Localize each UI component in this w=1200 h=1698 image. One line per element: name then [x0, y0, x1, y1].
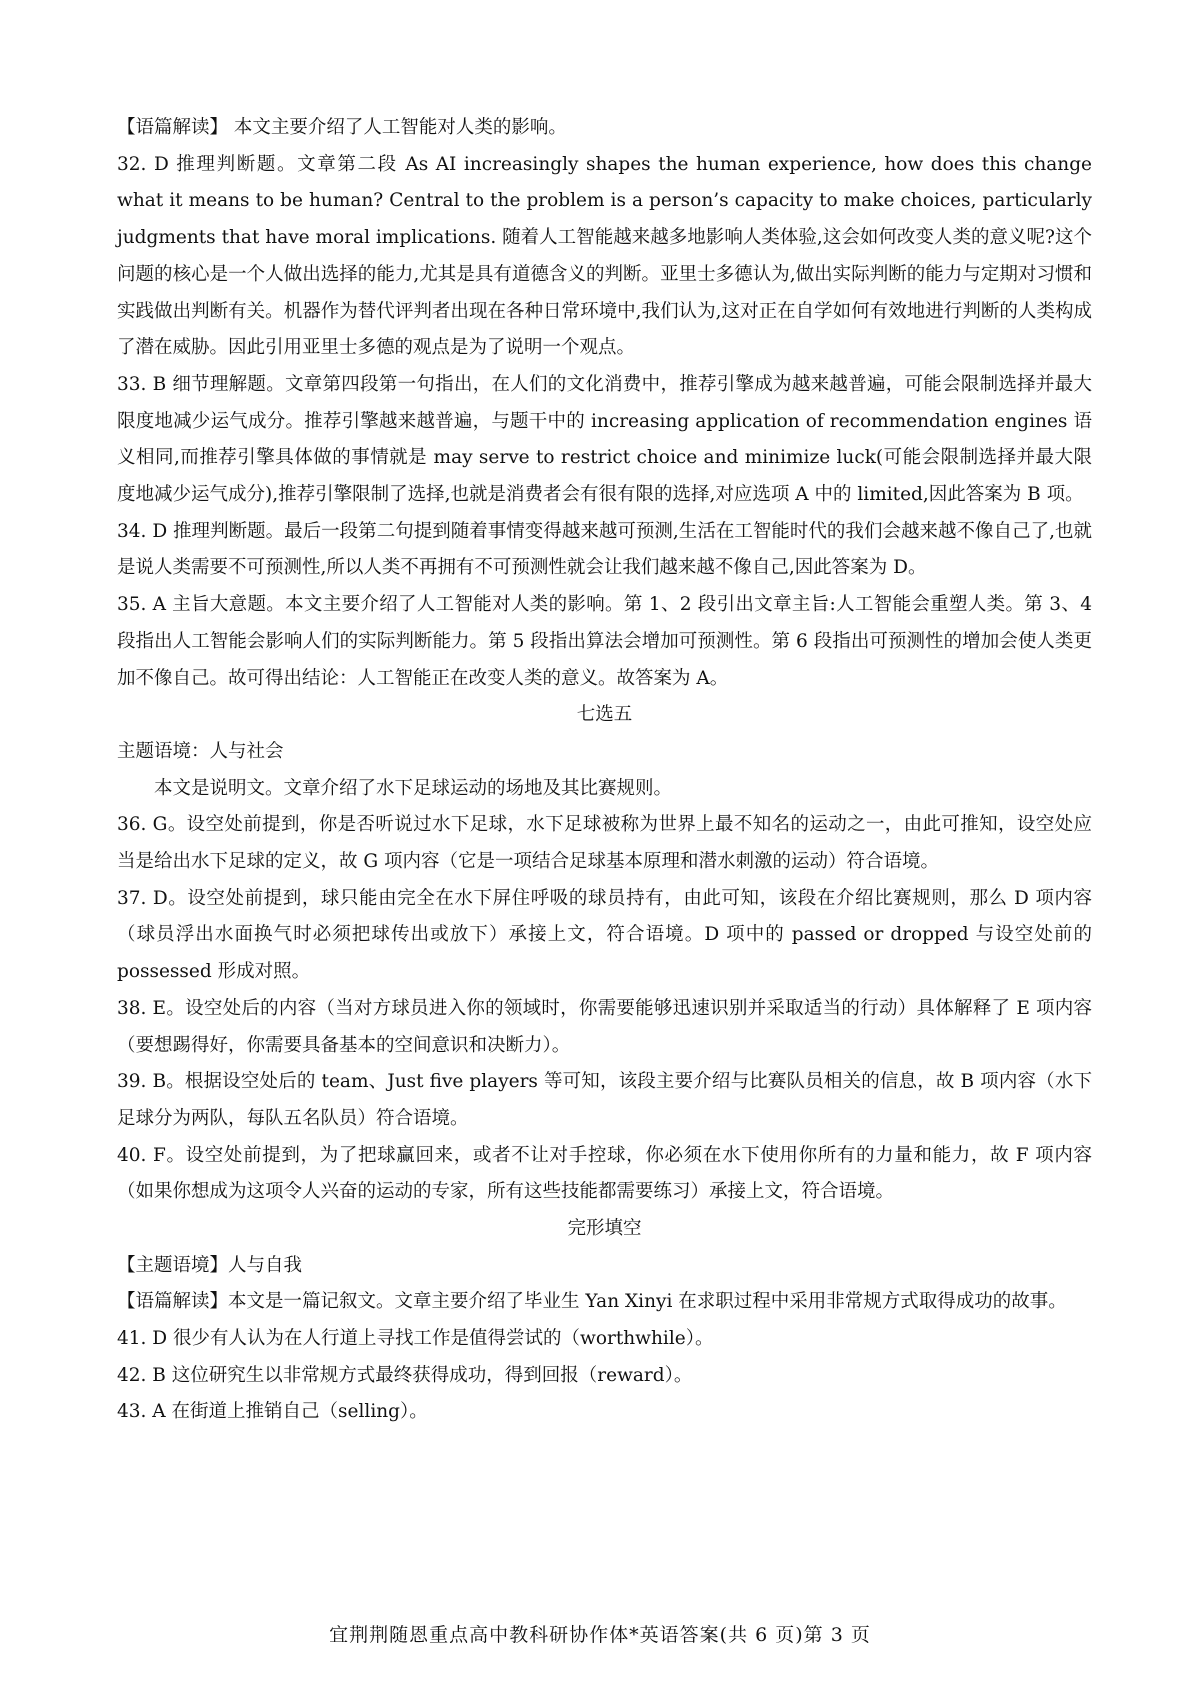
- passage-summary: 本文是说明文。文章介绍了水下足球运动的场地及其比赛规则。: [154, 777, 673, 799]
- answer-39: 39. B。根据设空处后的 team、Just five players 等可知，该段主要介绍与比赛队员相关的信息，故 B 项内容（水下足球分为两队，每队五名队员）符合语境。: [117, 1071, 1092, 1129]
- theme-context: 【主题语境】人与自我: [117, 1254, 303, 1276]
- answer-34: 34. D 推理判断题。最后一段第二句提到随着事情变得越来越可预测,生活在工智能时代的我们会越来越不像自己了,也就是说人类需要不可预测性,所以人类不再拥有不可预测性就会让我们越来越不像自己,因此答案为 D。: [117, 520, 1092, 579]
- answer-35: 35. A 主旨大意题。本文主要介绍了人工智能对人类的影响。第 1、2 段引出文章主旨:人工智能会重塑人类。第 3、4 段指出人工智能会影响人们的实际判断能力。第 5 段指出算法会增加可预测性。第 6 段指出可预测性的增加会使人类更加不像自己。故可得出结论：人工智能正在改变人类的意义。故答案为 A。: [117, 594, 1092, 689]
- answer-33: 33. B 细节理解题。文章第四段第一句指出，在人们的文化消费中，推荐引擎成为越来越普遍，可能会限制选择并最大限度地减少运气成分。推荐引擎越来越普遍，与题干中的 increasing application of recommendation engines 语义相同,而推荐引擎具体做的事情就是 may serve to restrict choice and minimize luck(可能会限制选择并最大限度地减少运气成分),推荐引擎限制了选择,也就是消费者会有很有限的选择,对应选项 A 中的 limited,因此答案为 B 项。: [117, 373, 1092, 506]
- section-heading-seven-choose-five: 七选五: [576, 704, 633, 726]
- answer-37: 37. D。设空处前提到，球只能由完全在水下屏住呼吸的球员持有，由此可知，该段在介绍比赛规则，那么 D 项内容（球员浮出水面换气时必须把球传出或放下）承接上文，符合语境。D 项中的 passed or dropped 与设空处前的 possessed 形成对照。: [117, 887, 1092, 983]
- passage-summary: 【语篇解读】本文是一篇记叙文。文章主要介绍了毕业生 Yan Xinyi 在求职过程中采用非常规方式取得成功的故事。: [117, 1291, 1067, 1313]
- answer-43: 43. A 在街道上推销自己（selling）。: [117, 1401, 428, 1423]
- answer-42: 42. B 这位研究生以非常规方式最终获得成功，得到回报（reward）。: [117, 1364, 693, 1386]
- theme-context: 主题语境：人与社会: [117, 740, 284, 762]
- answer-page-body: [117, 110, 1092, 1431]
- answer-40: 40. F。设空处前提到，为了把球赢回来，或者不让对手控球，你必须在水下使用你所有的力量和能力，故 F 项内容（如果你想成为这项令人兴奋的运动的专家，所有这些技能都需要练习）承接上文，符合语境。: [117, 1144, 1092, 1203]
- answer-36: 36. G。设空处前提到，你是否听说过水下足球，水下足球被称为世界上最不知名的运动之一，由此可推知，设空处应当是给出水下足球的定义，故 G 项内容（它是一项结合足球基本原理和潜水刺激的运动）符合语境。: [117, 814, 1092, 872]
- page-footer: 宜荆荆随恩重点高中教科研协作体*英语答案(共 6 页)第 3 页: [329, 1624, 871, 1646]
- passage-intro: 【语篇解读】 本文主要介绍了人工智能对人类的影响。: [117, 117, 567, 138]
- answer-38: 38. E。设空处后的内容（当对方球员进入你的领域时，你需要能够迅速识别并采取适当的行动）具体解释了 E 项内容（要想踢得好，你需要具备基本的空间意识和决断力）。: [117, 997, 1092, 1056]
- answer-32: 32. D 推理判断题。文章第二段 As AI increasingly shapes the human experience, how does this change what it means to be human? Central to the problem is a person’s capacity to make choices, particularly judgments that have moral implications. 随着人工智能越来越多地影响人类体验,这会如何改变人类的意义呢?这个问题的核心是一个人做出选择的能力,尤其是具有道德含义的判断。亚里士多德认为,做出实际判断的能力与定期对习惯和实践做出判断有关。机器作为替代评判者出现在各种日常环境中,我们认为,这对正在自学如何有效地进行判断的人类构成了潜在威胁。因此引用亚里士多德的观点是为了说明一个观点。: [117, 153, 1092, 359]
- section-heading-cloze: 完形填空: [567, 1218, 642, 1240]
- answer-41: 41. D 很少有人认为在人行道上寻找工作是值得尝试的（worthwhile）。: [117, 1328, 714, 1350]
